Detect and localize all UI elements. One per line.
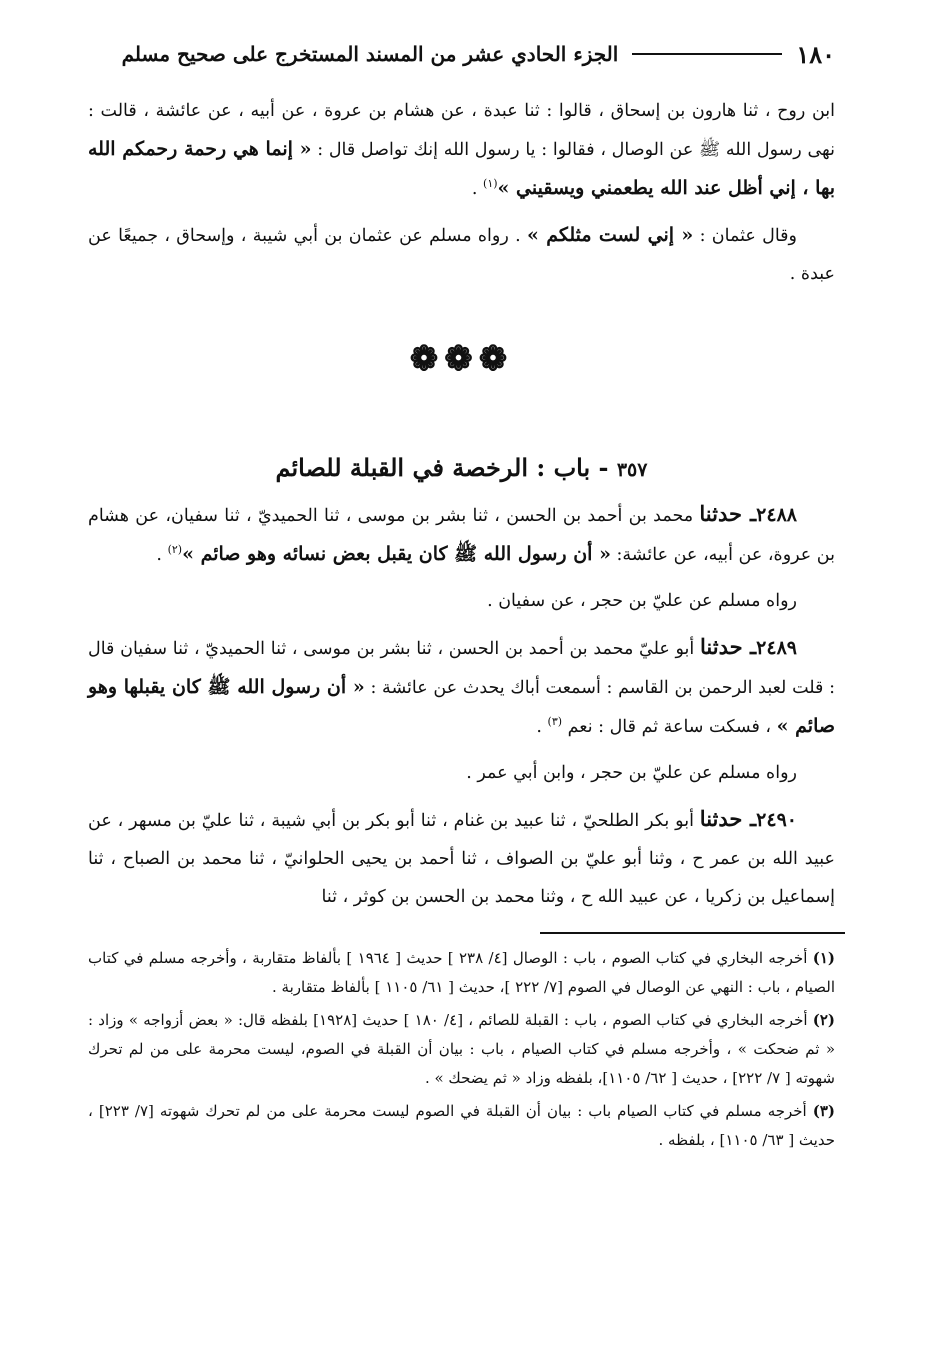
- footnote-ref-2: (٢): [167, 543, 183, 557]
- hadith-label: ـ حدثنا: [699, 501, 757, 526]
- footnote-3: [88, 1097, 835, 1155]
- hadith-2489: [88, 628, 835, 746]
- footnote-text: أخرجه البخاري في كتاب الصوم ، باب : القبلة للصائم ، [٤/ ١٨٠ ] حديث [١٩٢٨] بلفظه قال: « بعض أزواجه » وزاد : « ثم ضحكت » ، وأخرجه مسلم في كتاب الصيام ، باب : بيان أن القبلة في الصوم، ليست محرمة على من لم تحرك شهوته [ ٧/ ٢٢٢] ، حديث [ ٦٢/ ١١٠٥]، بلفظه وزاد « ثم يضحك » .: [88, 1011, 835, 1087]
- hadith-number: ٢٤٨٩: [756, 637, 797, 659]
- footnote-text: أخرجه البخاري في كتاب الصوم ، باب : الوصال [٤/ ٢٣٨ ] حديث [ ١٩٦٤ ] بألفاظ متقاربة ، وأخرجه مسلم في كتاب الصيام ، باب : النهي عن الوصال في الصوم [٧/ ٢٢٢ ]، حديث [ ٦١/ ١١٠٥ ] بألفاظ متقاربة .: [88, 949, 835, 996]
- footnote-marker: (٣): [812, 1102, 836, 1120]
- hadith-2488: [88, 495, 835, 574]
- running-title: الجزء الحادي عشر من المسند المستخرج على صحيح مسلم: [121, 42, 619, 66]
- hadith-text: أبو عليّ محمد بن أحمد بن الحسن ، ثنا بشر بن موسى ، ثنا الحميديّ ، ثنا سفيان قال : قلت لعبد الرحمن بن القاسم : أسمعت أباك يحدث عن عائشة :: [88, 639, 835, 698]
- header-rule: [632, 53, 782, 55]
- hadith-number: ٢٤٩٠: [756, 809, 797, 831]
- hadith-label: ـ حدثنا: [699, 806, 757, 831]
- chapter-number: ٣٥٧: [616, 459, 648, 481]
- footnote-rule: [540, 932, 845, 934]
- hadith-label: ـ حدثنا: [699, 634, 757, 659]
- footnote-1: [88, 944, 835, 1002]
- top-paragraph-2: [88, 216, 835, 293]
- top-paragraph-1-end: .: [471, 179, 484, 199]
- footnotes: [88, 944, 835, 1155]
- footnote-text: أخرجه مسلم في كتاب الصيام باب : بيان أن القبلة في الصوم ليست محرمة على من لم تحرك شهوته [٧/ ٢٢٣] ، حديث [ ٦٣/ ١١٠٥] ، بلفظه .: [88, 1102, 835, 1149]
- top-paragraph-2-rest: . رواه مسلم عن عثمان بن أبي شيبة ، وإسحاق ، جميعًا عن عبدة .: [88, 226, 835, 284]
- footnote-ref-3: (٣): [547, 715, 563, 729]
- chapter-heading: [88, 447, 835, 491]
- footnote-marker: (١): [812, 949, 835, 967]
- hadith-quote: « أن رسول الله ﷺ كان يقبلها وهو صائم »: [88, 676, 835, 737]
- hadith-2489-riwaya: رواه مسلم عن عليّ بن حجر ، وابن أبي عمر .: [466, 763, 797, 783]
- top-paragraph-2-quote: « إني لست مثلكم »: [526, 224, 694, 246]
- footnote-ref-1: (١): [483, 177, 498, 191]
- hadith-text: أبو بكر الطلحيّ ، ثنا عبيد بن غنام ، ثنا أبو بكر بن أبي شيبة ، ثنا عليّ بن مسهر ، عن عبيد الله بن عمر ح ، وثنا أبو عليّ بن الصواف ، ثنا أحمد بن يحيى الحلوانيّ ، ثنا محمد بن الصباح ، ثنا إسماعيل بن زكريا ، عن عبيد الله ح ، وثنا محمد بن الحسن بن كوثر ، ثنا: [88, 811, 835, 907]
- hadith-2488-riwaya: رواه مسلم عن عليّ بن حجر ، عن سفيان .: [487, 591, 797, 611]
- section-ornament: ❁❁❁: [409, 339, 514, 379]
- hadith-text: محمد بن أحمد بن الحسن ، ثنا بشر بن موسى ، ثنا الحميديّ ، ثنا سفيان، عن هشام بن عروة، عن أبيه، عن عائشة:: [88, 506, 835, 565]
- hadith-number: ٢٤٨٨: [756, 504, 797, 526]
- top-paragraph-1-text: ابن روح ، ثنا هارون بن إسحاق ، قالوا : ثنا عبدة ، عن هشام بن عروة ، عن أبيه ، عن عائشة ، قالت : نهى رسول الله ﷺ عن الوصال ، فقالوا : يا رسول الله إنك تواصل قال :: [88, 101, 835, 160]
- footnote-2: [88, 1006, 835, 1093]
- top-paragraph-1: [88, 92, 835, 208]
- hadith-end: .: [536, 717, 548, 737]
- top-paragraph-1-quote: « إنما هي رحمة رحمكم الله بها ، إني أظل عند الله يطعمني ويسقيني »: [88, 138, 835, 199]
- hadith-end: .: [156, 545, 168, 565]
- running-head: [88, 30, 835, 78]
- top-paragraph-2-start: وقال عثمان :: [693, 226, 797, 246]
- hadith-2490: [88, 800, 835, 916]
- page-number: ١٨٠: [796, 39, 835, 69]
- hadith-after: ، فسكت ساعة ثم قال : نعم: [562, 717, 777, 737]
- chapter-label: - باب : الرخصة في القبلة للصائم: [275, 453, 609, 482]
- footnote-marker: (٢): [812, 1011, 836, 1029]
- hadith-quote: « أن رسول الله ﷺ كان يقبل بعض نسائه وهو صائم »: [182, 543, 611, 565]
